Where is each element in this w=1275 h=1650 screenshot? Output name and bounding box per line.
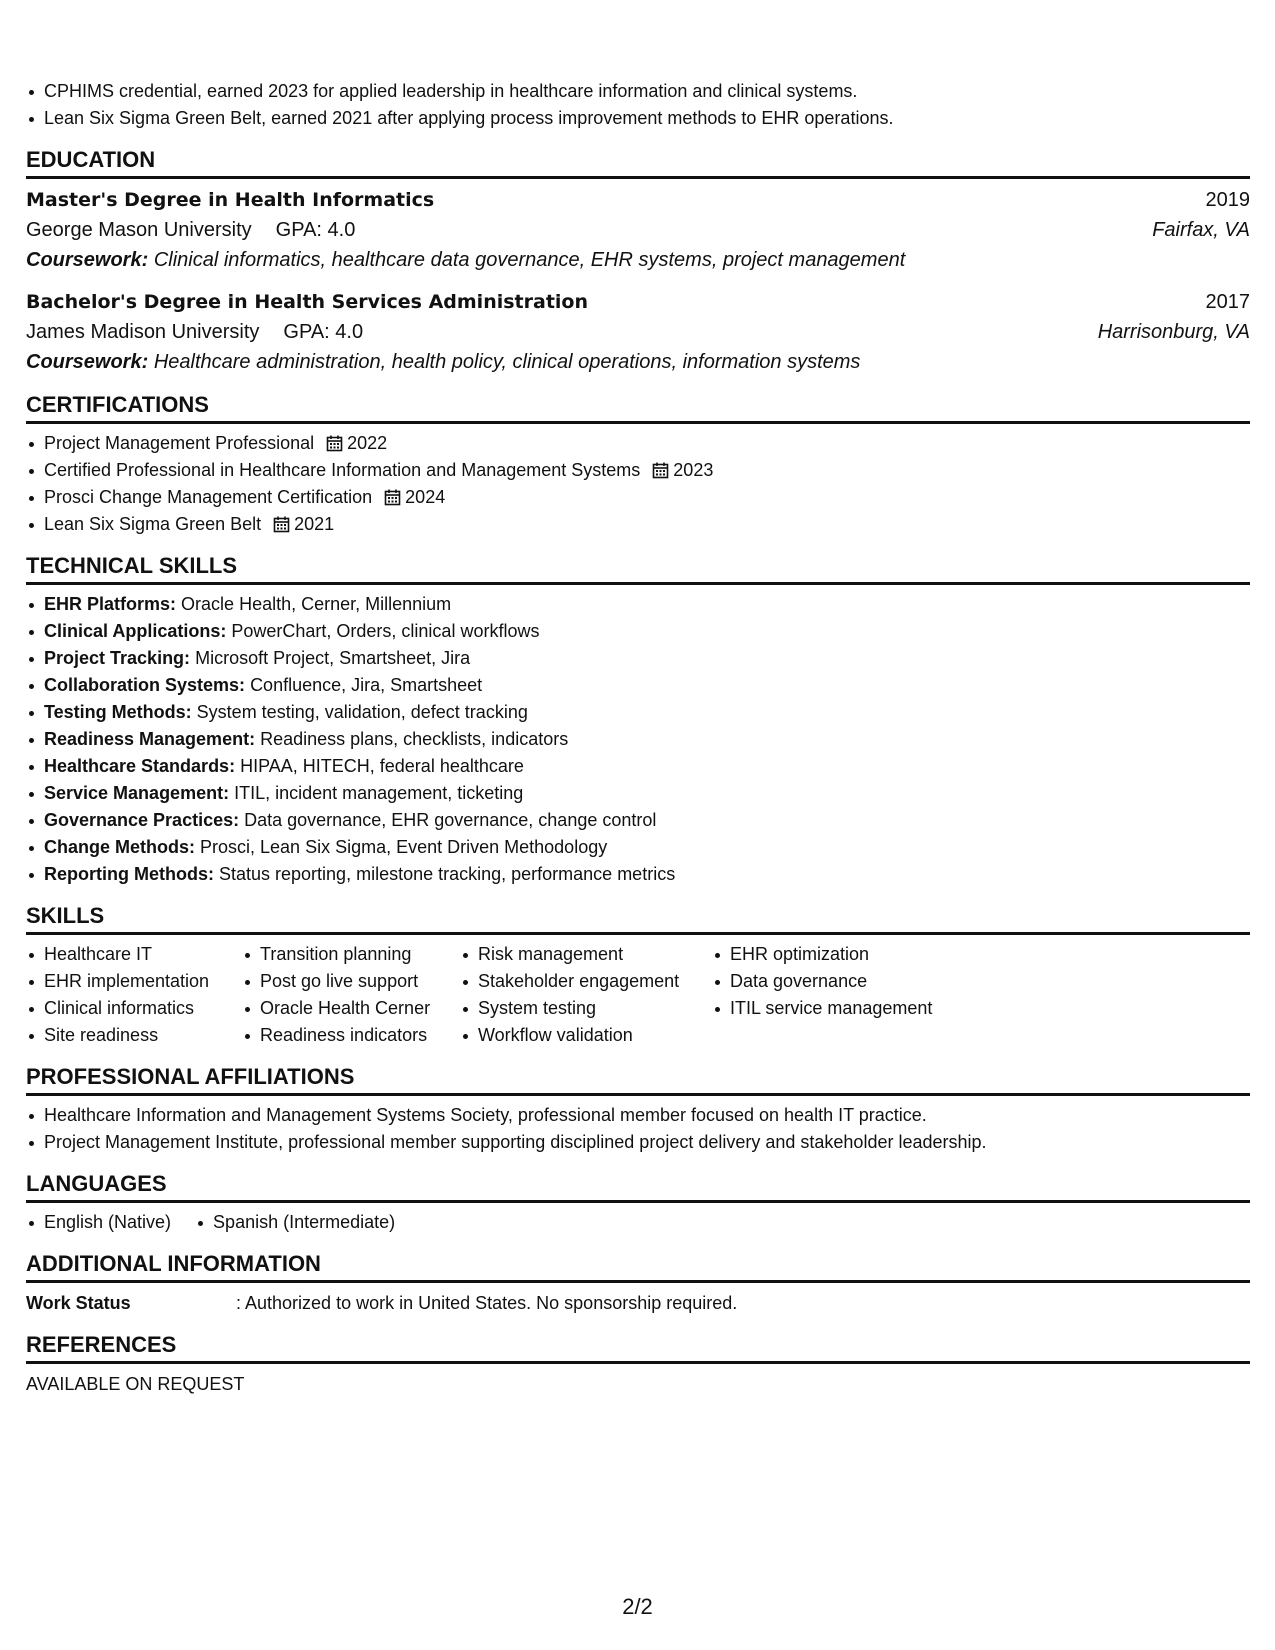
education-entry	[26, 287, 1250, 377]
certification-item	[26, 430, 1250, 457]
certification-list	[26, 430, 1250, 538]
list-item	[26, 807, 1250, 834]
list-item: Project Management Institute, professional member supporting disciplined project delivery and stakeholder leadership.	[26, 1129, 1250, 1156]
list-item	[26, 672, 1250, 699]
skill-label: Clinical Applications:	[44, 621, 227, 641]
calendar-icon	[326, 433, 343, 460]
calendar-icon	[384, 487, 401, 514]
certification-name: Project Management Professional	[44, 433, 315, 453]
section-title: ADDITIONAL INFORMATION	[26, 1250, 1250, 1283]
list-item: Transition planning	[242, 941, 460, 968]
references-section	[26, 1331, 1250, 1398]
coursework-text: Healthcare administration, health policy, clinical operations, information systems	[153, 351, 861, 373]
list-item	[26, 618, 1250, 645]
list-item: Healthcare IT	[26, 941, 242, 968]
list-item: EHR implementation	[26, 968, 242, 995]
section-title: LANGUAGES	[26, 1170, 1250, 1203]
coursework-label: Coursework:	[26, 351, 149, 373]
skill-label: Project Tracking:	[44, 648, 191, 668]
list-item	[26, 753, 1250, 780]
skill-value: Microsoft Project, Smartsheet, Jira	[195, 648, 471, 668]
list-item	[26, 726, 1250, 753]
coursework-label: Coursework:	[26, 249, 149, 271]
coursework-text: Clinical informatics, healthcare data governance, EHR systems, project management	[153, 249, 906, 271]
list-item: Readiness indicators	[242, 1022, 460, 1049]
skill-value: System testing, validation, defect tracking	[196, 702, 528, 722]
resume-page	[26, 78, 1250, 1398]
certification-item	[26, 457, 1250, 484]
list-item: Post go live support	[242, 968, 460, 995]
skill-value: Oracle Health, Cerner, Millennium	[181, 594, 452, 614]
certification-name: Prosci Change Management Certification	[44, 487, 373, 507]
certification-name: Lean Six Sigma Green Belt	[44, 514, 262, 534]
skills-grid	[26, 941, 1250, 1049]
education-section	[26, 146, 1250, 377]
skill-value: Readiness plans, checklists, indicators	[260, 729, 569, 749]
education-entry	[26, 185, 1250, 275]
skill-label: EHR Platforms:	[44, 594, 177, 614]
affiliations-section	[26, 1063, 1250, 1156]
section-title: REFERENCES	[26, 1331, 1250, 1364]
certification-year: 2022	[347, 433, 388, 453]
degree-title: Bachelor's Degree in Health Services Administration	[26, 291, 588, 313]
list-item: ITIL service management	[712, 995, 1012, 1022]
certifications-section	[26, 391, 1250, 538]
skill-label: Testing Methods:	[44, 702, 192, 722]
list-item: Oracle Health Cerner	[242, 995, 460, 1022]
skill-label: Readiness Management:	[44, 729, 256, 749]
section-title: PROFESSIONAL AFFILIATIONS	[26, 1063, 1250, 1096]
list-item: EHR optimization	[712, 941, 1012, 968]
skills-column	[26, 941, 242, 1049]
languages-list	[26, 1209, 1250, 1236]
graduation-year: 2017	[1205, 291, 1250, 313]
skill-value: Data governance, EHR governance, change control	[244, 810, 657, 830]
skill-value: Confluence, Jira, Smartsheet	[250, 675, 483, 695]
skill-value: ITIL, incident management, ticketing	[234, 783, 524, 803]
list-item: Healthcare Information and Management Systems Society, professional member focused on health IT practice.	[26, 1102, 1250, 1129]
list-item	[26, 780, 1250, 807]
school-location: Harrisonburg, VA	[1097, 321, 1250, 343]
calendar-icon	[652, 460, 669, 487]
certification-item	[26, 511, 1250, 538]
certification-year: 2024	[405, 487, 446, 507]
list-item	[26, 699, 1250, 726]
section-title: SKILLS	[26, 902, 1250, 935]
list-item: CPHIMS credential, earned 2023 for applied leadership in healthcare information and clinical systems.	[26, 78, 1250, 105]
skills-column	[712, 941, 1012, 1049]
calendar-icon	[273, 514, 290, 541]
languages-section	[26, 1170, 1250, 1236]
skill-value: HIPAA, HITECH, federal healthcare	[240, 756, 524, 776]
list-item: Clinical informatics	[26, 995, 242, 1022]
list-item: Workflow validation	[460, 1022, 712, 1049]
references-text: AVAILABLE ON REQUEST	[26, 1374, 245, 1394]
section-title: TECHNICAL SKILLS	[26, 552, 1250, 585]
skill-label: Service Management:	[44, 783, 230, 803]
skills-section	[26, 902, 1250, 1049]
list-item: Lean Six Sigma Green Belt, earned 2021 after applying process improvement methods to EHR operations.	[26, 105, 1250, 132]
graduation-year: 2019	[1205, 189, 1250, 211]
list-item: Risk management	[460, 941, 712, 968]
section-title: EDUCATION	[26, 146, 1250, 179]
skill-value: Status reporting, milestone tracking, performance metrics	[219, 864, 676, 884]
work-status-row	[26, 1289, 1250, 1317]
list-item: English (Native)	[26, 1209, 171, 1236]
certification-name: Certified Professional in Healthcare Information and Management Systems	[44, 460, 641, 480]
degree-title: Master's Degree in Health Informatics	[26, 189, 435, 211]
school-name: James Madison University	[26, 321, 260, 343]
list-item	[26, 645, 1250, 672]
gpa: GPA: 4.0	[283, 321, 364, 343]
affiliations-list	[26, 1102, 1250, 1156]
list-item: Data governance	[712, 968, 1012, 995]
certification-year: 2023	[673, 460, 714, 480]
technical-skills-section	[26, 552, 1250, 888]
additional-info-section	[26, 1250, 1250, 1317]
skills-column	[242, 941, 460, 1049]
list-item	[26, 591, 1250, 618]
work-status-value: : Authorized to work in United States. No sponsorship required.	[236, 1293, 738, 1313]
certification-year: 2021	[294, 514, 335, 534]
list-item: Site readiness	[26, 1022, 242, 1049]
list-item	[26, 834, 1250, 861]
list-item: System testing	[460, 995, 712, 1022]
technical-skills-list	[26, 591, 1250, 888]
work-status-label: Work Status	[26, 1293, 131, 1313]
page-number: 2/2	[622, 1594, 653, 1619]
skill-value: PowerChart, Orders, clinical workflows	[231, 621, 540, 641]
school-location: Fairfax, VA	[1152, 219, 1250, 241]
skill-label: Collaboration Systems:	[44, 675, 246, 695]
list-item: Spanish (Intermediate)	[195, 1209, 395, 1236]
skill-label: Governance Practices:	[44, 810, 240, 830]
section-title: CERTIFICATIONS	[26, 391, 1250, 424]
skill-label: Healthcare Standards:	[44, 756, 236, 776]
top-bullet-list	[26, 78, 1250, 132]
school-name: George Mason University	[26, 219, 252, 241]
list-item	[26, 861, 1250, 888]
gpa: GPA: 4.0	[275, 219, 356, 241]
skill-label: Reporting Methods:	[44, 864, 214, 884]
skill-label: Change Methods:	[44, 837, 195, 857]
skill-value: Prosci, Lean Six Sigma, Event Driven Methodology	[200, 837, 608, 857]
certification-item	[26, 484, 1250, 511]
skills-column	[460, 941, 712, 1049]
list-item: Stakeholder engagement	[460, 968, 712, 995]
